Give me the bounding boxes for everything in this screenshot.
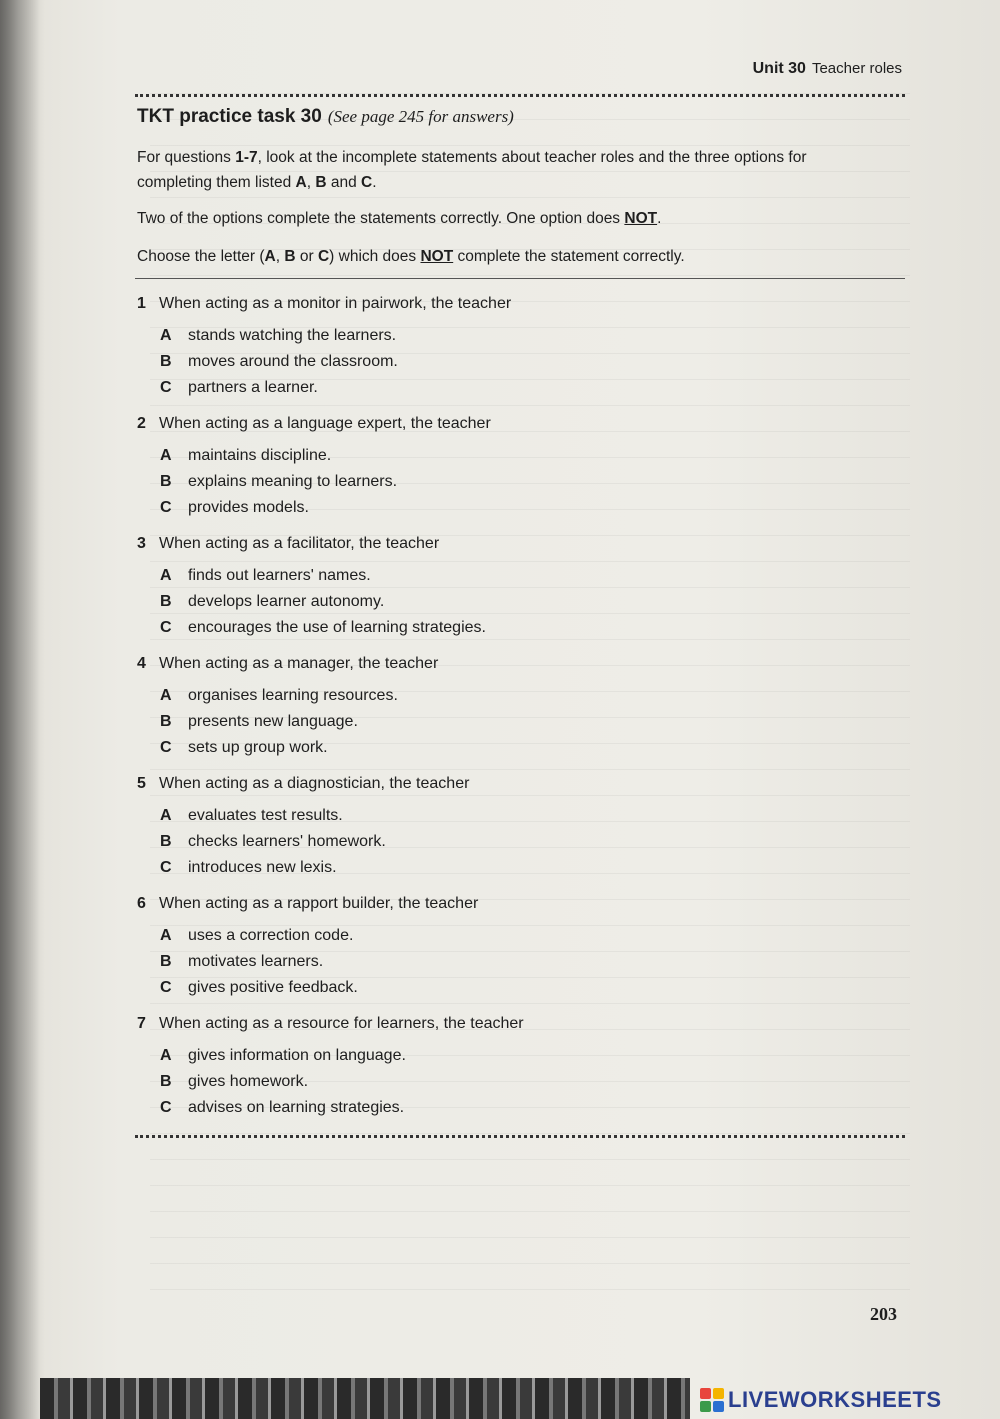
- option-text: provides models.: [188, 499, 309, 516]
- option-6c[interactable]: [160, 979, 358, 997]
- option-letter: A: [160, 927, 172, 944]
- option-4b[interactable]: [160, 713, 358, 731]
- option-letter: A: [160, 687, 172, 704]
- dotted-divider-bottom: [135, 1135, 905, 1138]
- page-number: 203: [870, 1304, 897, 1324]
- option-7b[interactable]: [160, 1073, 308, 1091]
- question-stem: When acting as a resource for learners, the teacher: [159, 1015, 524, 1032]
- option-text: gives information on language.: [188, 1047, 406, 1064]
- option-3a[interactable]: [160, 567, 371, 585]
- option-7c[interactable]: [160, 1099, 404, 1117]
- option-text: presents new language.: [188, 713, 358, 730]
- option-letter: B: [160, 833, 172, 850]
- option-5b[interactable]: [160, 833, 386, 851]
- option-1a[interactable]: [160, 327, 396, 345]
- instr-bold: B: [284, 248, 296, 265]
- option-letter: B: [160, 353, 172, 370]
- instr-text: ,: [306, 174, 316, 191]
- task-title: [137, 106, 514, 128]
- option-letter: A: [160, 1047, 172, 1064]
- option-letter: B: [160, 593, 172, 610]
- option-text: evaluates test results.: [188, 807, 343, 824]
- question-3: [137, 535, 439, 553]
- instr-text: Choose the letter (: [137, 248, 265, 265]
- instruction-paragraph-1: [137, 145, 877, 195]
- instructions-rule: [135, 278, 905, 279]
- option-text: encourages the use of learning strategies.: [188, 619, 486, 636]
- instr-text: or: [295, 248, 318, 265]
- instr-text: .: [657, 210, 662, 227]
- option-letter: A: [160, 807, 172, 824]
- option-letter: B: [160, 713, 172, 730]
- question-5: [137, 775, 469, 793]
- question-number: 1: [137, 295, 146, 312]
- option-text: maintains discipline.: [188, 447, 332, 464]
- option-text: uses a correction code.: [188, 927, 354, 944]
- option-letter: A: [160, 447, 172, 464]
- option-4c[interactable]: [160, 739, 328, 757]
- instr-text: complete the statement correctly.: [453, 248, 685, 265]
- option-text: develops learner autonomy.: [188, 593, 385, 610]
- option-letter: B: [160, 473, 172, 490]
- page-binding-shadow: [0, 0, 40, 1419]
- question-stem: When acting as a language expert, the teacher: [159, 415, 491, 432]
- instr-text: and: [326, 174, 362, 191]
- question-7: [137, 1015, 524, 1033]
- option-letter: B: [160, 953, 172, 970]
- question-number: 2: [137, 415, 146, 432]
- question-stem: When acting as a facilitator, the teacher: [159, 535, 440, 552]
- instr-bold: B: [315, 174, 327, 191]
- liveworksheets-watermark[interactable]: [700, 1386, 942, 1414]
- option-text: advises on learning strategies.: [188, 1099, 405, 1116]
- option-1c[interactable]: [160, 379, 318, 397]
- instr-text: For questions: [137, 149, 236, 166]
- option-text: introduces new lexis.: [188, 859, 337, 876]
- dotted-divider-top: [135, 94, 905, 97]
- watermark-text: LIVEWORKSHEETS: [728, 1387, 942, 1412]
- option-text: gives homework.: [188, 1073, 309, 1090]
- question-stem: When acting as a monitor in pairwork, the teacher: [159, 295, 512, 312]
- instr-text: ,: [275, 248, 285, 265]
- option-5a[interactable]: [160, 807, 343, 825]
- instr-text: ) which does: [329, 248, 421, 265]
- option-letter: C: [160, 499, 172, 516]
- scanner-edge-artifact: [40, 1378, 690, 1419]
- option-text: finds out learners' names.: [188, 567, 371, 584]
- option-letter: A: [160, 567, 172, 584]
- option-letter: C: [160, 979, 172, 996]
- option-2a[interactable]: [160, 447, 331, 465]
- instr-bold: A: [295, 174, 307, 191]
- instruction-paragraph-2: [137, 206, 877, 231]
- unit-label: Unit 30: [752, 60, 806, 77]
- liveworksheets-logo-icon: [700, 1388, 724, 1412]
- option-text: explains meaning to learners.: [188, 473, 398, 490]
- question-stem: When acting as a diagnostician, the teacher: [159, 775, 470, 792]
- option-4a[interactable]: [160, 687, 398, 705]
- option-letter: B: [160, 1073, 172, 1090]
- question-number: 6: [137, 895, 146, 912]
- instr-text: , look at the incomplete statements about teacher roles and the three options for completing them listed: [137, 149, 807, 191]
- option-letter: C: [160, 1099, 172, 1116]
- option-letter: A: [160, 327, 172, 344]
- option-6a[interactable]: [160, 927, 353, 945]
- option-2c[interactable]: [160, 499, 309, 517]
- option-text: sets up group work.: [188, 739, 328, 756]
- option-6b[interactable]: [160, 953, 323, 971]
- running-header: [753, 60, 902, 78]
- option-3b[interactable]: [160, 593, 384, 611]
- option-text: gives positive feedback.: [188, 979, 358, 996]
- option-5c[interactable]: [160, 859, 337, 877]
- instr-bold: C: [317, 248, 330, 265]
- option-text: stands watching the learners.: [188, 327, 397, 344]
- question-6: [137, 895, 478, 913]
- task-title-text: TKT practice task 30: [137, 106, 322, 127]
- question-number: 3: [137, 535, 146, 552]
- question-number: 7: [137, 1015, 146, 1032]
- option-text: moves around the classroom.: [188, 353, 398, 370]
- option-text: partners a learner.: [188, 379, 318, 396]
- instr-bold: A: [264, 248, 276, 265]
- unit-section: Teacher roles: [811, 60, 902, 77]
- option-letter: C: [160, 739, 172, 756]
- answers-note: (See page 245 for answers): [327, 107, 514, 126]
- instr-text: .: [372, 174, 377, 191]
- instr-text: Two of the options complete the statements correctly. One option does: [137, 210, 625, 227]
- question-1: [137, 295, 511, 313]
- option-7a[interactable]: [160, 1047, 406, 1065]
- question-stem: When acting as a rapport builder, the teacher: [159, 895, 479, 912]
- instr-bold: C: [361, 174, 373, 191]
- option-letter: C: [160, 859, 172, 876]
- option-1b[interactable]: [160, 353, 398, 371]
- instruction-paragraph-3: [137, 244, 877, 269]
- option-3c[interactable]: [160, 619, 486, 637]
- option-letter: C: [160, 619, 172, 636]
- question-2: [137, 415, 491, 433]
- question-4: [137, 655, 438, 673]
- option-2b[interactable]: [160, 473, 397, 491]
- option-letter: C: [160, 379, 172, 396]
- option-text: checks learners' homework.: [188, 833, 386, 850]
- instr-bold: NOT: [624, 210, 658, 227]
- option-text: motivates learners.: [188, 953, 324, 970]
- question-number: 5: [137, 775, 146, 792]
- question-number: 4: [137, 655, 146, 672]
- instr-bold: 1-7: [235, 149, 258, 166]
- option-text: organises learning resources.: [188, 687, 398, 704]
- instr-bold: NOT: [420, 248, 454, 265]
- question-stem: When acting as a manager, the teacher: [159, 655, 439, 672]
